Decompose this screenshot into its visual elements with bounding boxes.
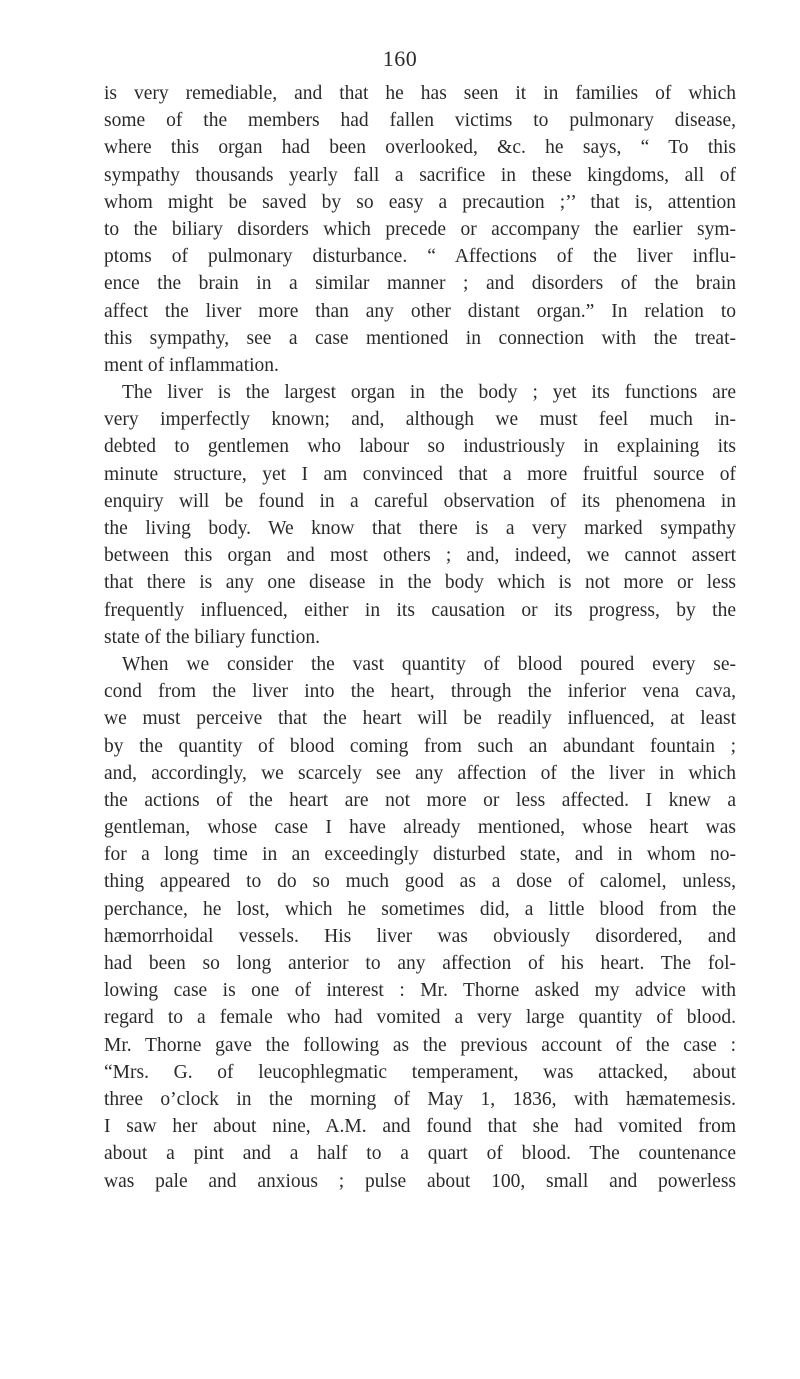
text-line: we must perceive that the heart will be readily influenced, at least [104,708,736,730]
text-line: by the quantity of blood coming from such an abundant fountain ; [104,735,736,757]
text-line: for a long time in an exceedingly disturbed state, and in whom no- [104,844,736,866]
page-number: 160 [382,46,418,71]
text-line: was pale and anxious ; pulse about 100, small and powerless [104,1170,736,1192]
text-line: The liver is the largest organ in the body ; yet its functions are [122,382,736,404]
text-line: sympathy thousands yearly fall a sacrifice in these kingdoms, all of [104,164,736,186]
text-line: to the biliary disorders which precede or accompany the earlier sym- [104,218,736,240]
body-text [104,80,736,1195]
text-line: whom might be saved by so easy a precaution ;’’ that is, attention [104,191,736,213]
text-line: between this organ and most others ; and, indeed, we cannot assert [104,545,736,567]
text-line: gentleman, whose case I have already mentioned, whose heart was [104,817,736,839]
text-line: about a pint and a half to a quart of blood. The countenance [104,1143,736,1165]
text-line: enquiry will be found in a careful observation of its phenomena in [104,490,736,512]
text-line: minute structure, yet I am convinced that a more fruitful source of [104,463,736,485]
text-line: three o’clock in the morning of May 1, 1836, with hæmatemesis. [104,1088,736,1110]
text-line: thing appeared to do so much good as a dose of calomel, unless, [104,871,736,893]
text-line: is very remediable, and that he has seen it in families of which [104,83,736,104]
text-line: this sympathy, see a case mentioned in connection with the treat- [104,327,736,349]
text-line: frequently influenced, either in its causation or its progress, by the [104,599,736,621]
text-line: debted to gentlemen who labour so industriously in explaining its [104,436,736,458]
text-line: regard to a female who had vomited a very large quantity of blood. [104,1007,736,1029]
text-line: ptoms of pulmonary disturbance. “ Affections of the liver influ- [104,246,736,268]
text-line: state of the biliary function. [104,626,321,648]
text-line: cond from the liver into the heart, through the inferior vena cava, [104,681,736,703]
text-line: I saw her about nine, A.M. and found that she had vomited from [104,1116,736,1138]
text-line: the living body. We know that there is a very marked sympathy [104,518,736,539]
text-line: had been so long anterior to any affection of his heart. The fol- [104,953,736,974]
text-line: lowing case is one of interest : Mr. Thorne asked my advice with [104,980,736,1002]
text-line: very imperfectly known; and, although we must feel much in- [104,409,736,431]
text-line: that there is any one disease in the body which is not more or less [104,572,736,594]
text-line: Mr. Thorne gave the following as the previous account of the case : [104,1034,736,1056]
text-line: the actions of the heart are not more or less affected. I knew a [104,789,736,811]
text-line: ment of inflammation. [104,354,279,376]
text-line: where this organ had been overlooked, &c. he says, “ To this [104,137,736,159]
text-line: hæmorrhoidal vessels. His liver was obviously disordered, and [104,925,736,947]
text-line: When we consider the vast quantity of blood poured every se- [122,653,736,675]
text-line: perchance, he lost, which he sometimes did, a little blood from the [104,898,736,920]
text-line: affect the liver more than any other distant organ.” In relation to [104,300,736,322]
text-line: and, accordingly, we scarcely see any affection of the liver in which [104,762,736,784]
text-line: some of the members had fallen victims to pulmonary disease, [104,110,736,132]
text-line: ence the brain in a similar manner ; and disorders of the brain [104,273,736,295]
text-line: “Mrs. G. of leucophlegmatic temperament, was attacked, about [104,1061,736,1083]
